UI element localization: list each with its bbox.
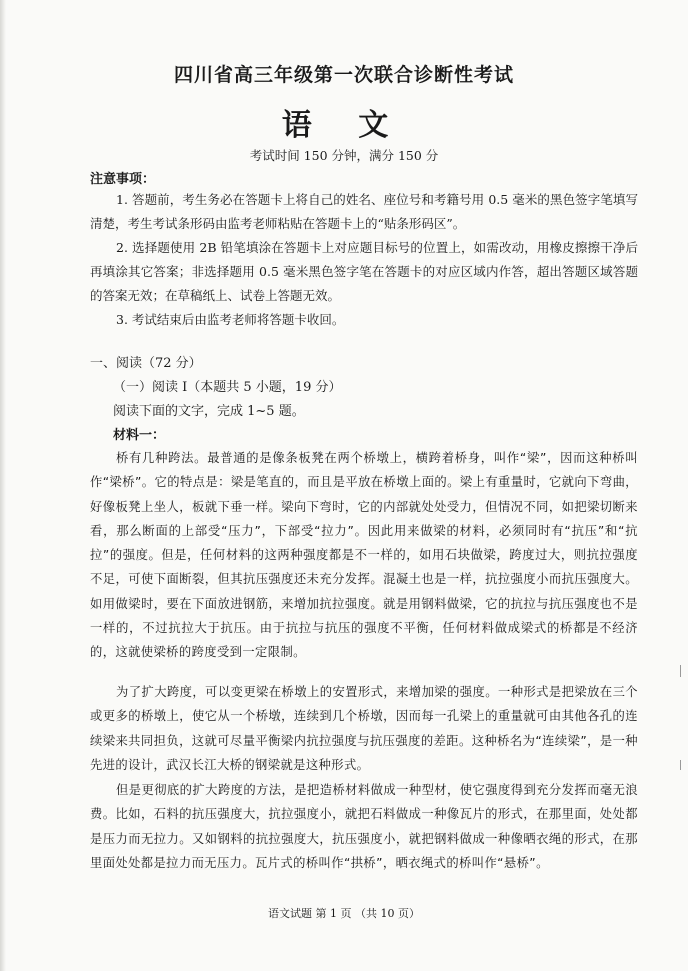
page-footer: 语文试题 第 1 页 （共 10 页） xyxy=(268,907,420,920)
scan-margin-mark xyxy=(680,760,681,770)
reading-instruction: 阅读下面的文字，完成 1~5 题。 xyxy=(113,404,305,419)
section-heading: 一、阅读（72 分） xyxy=(90,356,202,371)
sub-heading: （一）阅读 I（本题共 5 小题，19 分） xyxy=(113,380,342,395)
material-label: 材料一： xyxy=(113,428,166,443)
exam-info: 考试时间 150 分钟，满分 150 分 xyxy=(249,148,439,163)
exam-title: 四川省高三年级第一次联合诊断性考试 xyxy=(173,64,514,86)
notice-item-2: 2. 选择题使用 2B 铅笔填涂在答题卡上对应题目标号的位置上，如需改动，用橡皮擦擦干净后再填涂其它答案；非选择题用 0.5 毫米黑色签字笔在答题卡的对应区域内作答，超出答题区域答题的答案无效；在草稿纸上、试卷上答题无效。 xyxy=(90,240,638,303)
paragraph-3: 但是更彻底的扩大跨度的方法，是把造桥材料做成一种型材，使它强度得到充分发挥而毫无浪费。比如，石料的抗压强度大，抗拉强度小，就把石料做成一种像瓦片的形式，在那里面，处处都是压力而无拉力。又如钢料的抗拉强度大，抗压强度小，就把钢料做成一种像晒衣绳的形式，在那里面处处都是拉力而无压力。瓦片式的桥叫作“拱桥”，晒衣绳式的桥叫作“悬桥”。 xyxy=(90,783,638,870)
notice-item-3: 3. 考试结束后由监考老师将答题卡收回。 xyxy=(116,312,345,327)
paragraph-1: 桥有几种跨法。最普通的是像条板凳在两个桥墩上，横跨着桥身，叫作“梁”，因而这种桥叫作“梁桥”。它的特点是：梁是笔直的，而且是平放在桥墩上面的。梁上有重量时，它就向下弯曲，好像板凳上坐人，板就下垂一样。梁向下弯时，它的内部就处处受力，但情况不同，如把梁切断来看，那么断面的上部受“压力”，下部受“拉力”。因此用来做梁的材料，必须同时有“抗压”和“抗拉”的强度。但是，任何材料的这两种强度都是不一样的，如用石块做梁，跨度过大，则抗拉强度不足，可使下面断裂，但其抗压强度还未充分发挥。混凝土也是一样，抗拉强度小而抗压强度大。如用做梁时，要在下面放进钢筋，来增加抗拉强度。就是用钢料做梁，它的抗拉与抗压强度也不是一样的，不过抗拉大于抗压。由于抗拉与抗压的强度不平衡，任何材料做成梁式的桥都是不经济的，这就使梁桥的跨度受到一定限制。 xyxy=(90,451,638,660)
notice-heading: 注意事项： xyxy=(90,172,156,187)
notice-item-1: 1. 答题前，考生务必在答题卡上将自己的姓名、座位号和考籍号用 0.5 毫米的黑色签字笔填写清楚，考生考试条形码由监考老师粘贴在答题卡上的“贴条形码区”。 xyxy=(90,192,638,231)
subject-title: 语 文 xyxy=(281,108,407,143)
paragraph-2: 为了扩大跨度，可以变更梁在桥墩上的安置形式，来增加梁的强度。一种形式是把梁放在三个或更多的桥墩上，使它从一个桥墩，连续到几个桥墩，因而每一孔梁上的重量就可由其他各孔的连续梁来共同担负，这就可尽量平衡梁内抗拉强度与抗压强度的差距。这种桥名为“连续梁”，是一种先进的设计，武汉长江大桥的钢梁就是这种形式。 xyxy=(90,685,638,772)
scan-margin-mark xyxy=(680,665,681,677)
